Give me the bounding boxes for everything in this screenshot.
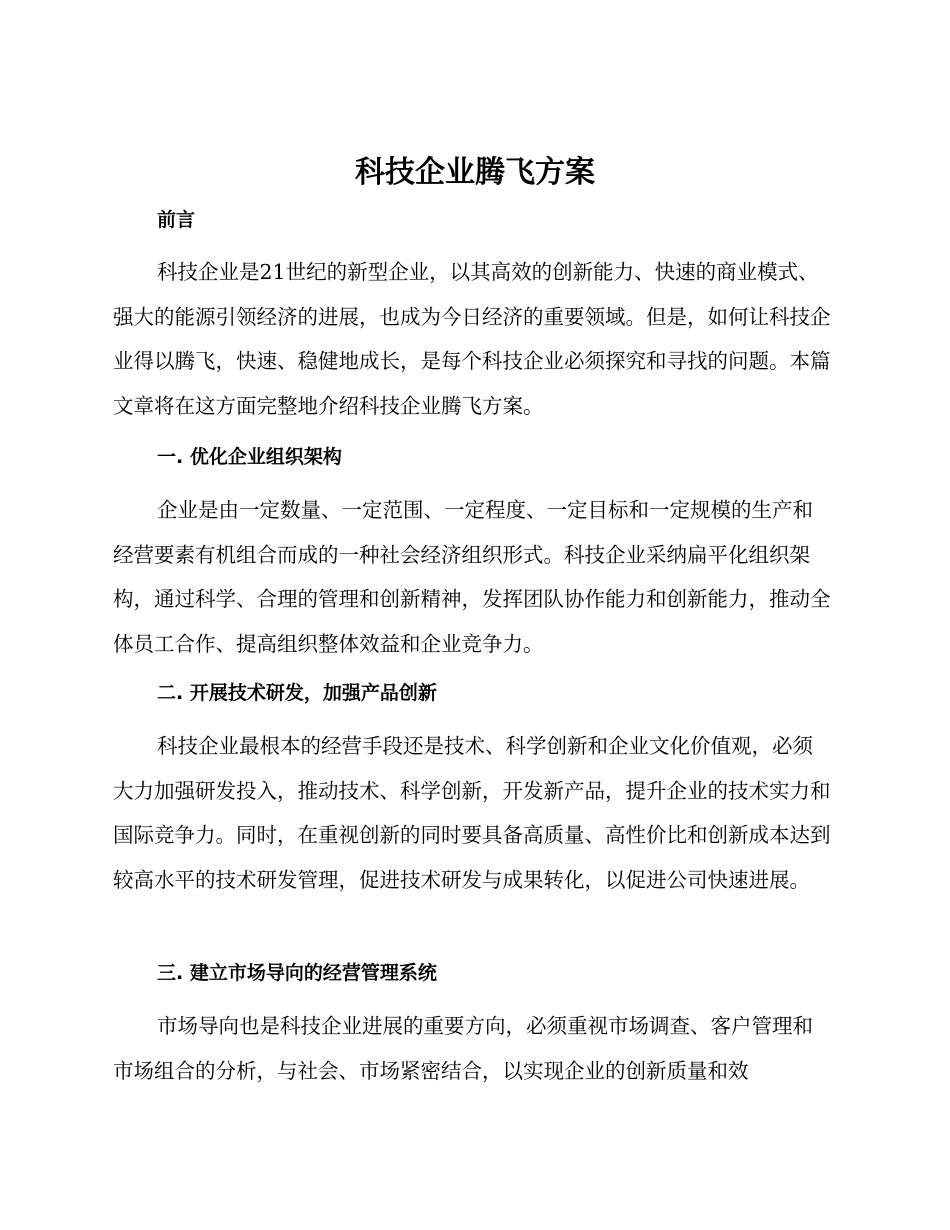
section-body-3: 市场导向也是科技企业进展的重要方向，必须重视市场调查、客户管理和市场组合的分析，与社会、市场紧密结合，以实现企业的创新质量和效 [113, 1014, 813, 1083]
section-heading-1: 一. 优化企业组织架构 [157, 446, 342, 468]
section-body-1: 企业是由一定数量、一定范围、一定程度、一定目标和一定规模的生产和经营要素有机组合而成的一种社会经济组织形式。科技企业采纳扁平化组织架构，通过科学、合理的管理和创新精神，发挥团队协作能力和创新能力，推动全体员工合作、提高组织整体效益和企业竞争力。 [113, 498, 831, 656]
document-title: 科技企业腾飞方案 [355, 155, 595, 190]
section-heading-preface: 前言 [157, 209, 196, 231]
section-heading-3: 三. 建立市场导向的经营管理系统 [157, 962, 437, 984]
section-body-2: 科技企业最根本的经营手段还是技术、科学创新和企业文化价值观，必须大力加强研发投入，推动技术、科学创新，开发新产品，提升企业的技术实力和国际竞争力。同时，在重视创新的同时要具备高质量、高性价比和创新成本达到较高水平的技术研发管理，促进技术研发与成果转化，以促进公司快速进展。 [113, 734, 831, 892]
section-heading-2: 二. 开展技术研发，加强产品创新 [157, 682, 437, 704]
section-body-preface: 科技企业是21世纪的新型企业，以其高效的创新能力、快速的商业模式、强大的能源引领经济的进展，也成为今日经济的重要领域。但是，如何让科技企业得以腾飞，快速、稳健地成长，是每个科技企业必须探究和寻找的问题。本篇文章将在这方面完整地介绍科技企业腾飞方案。 [113, 260, 831, 418]
